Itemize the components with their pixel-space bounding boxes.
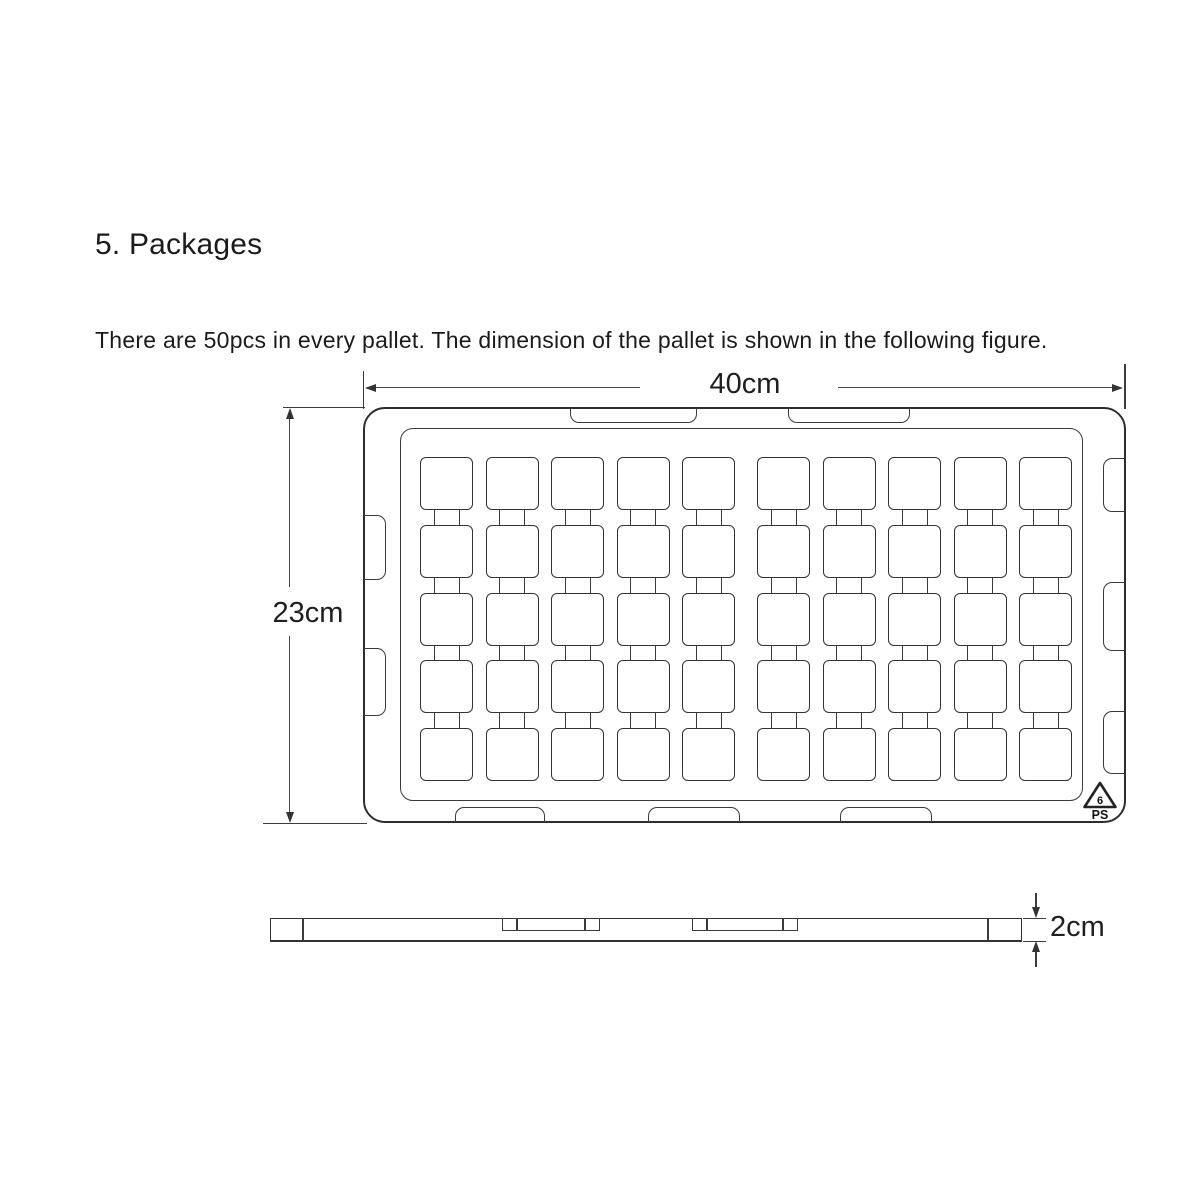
pocket-connector (967, 712, 993, 729)
pocket-connector (771, 712, 797, 729)
tray-edge-notch-left (364, 515, 386, 580)
section-title: 5. Packages (95, 228, 263, 261)
extension-line-left (363, 371, 365, 409)
pocket-connector (434, 509, 460, 526)
tray-edge-notch-right (1103, 582, 1125, 651)
extension-line-bottom (263, 823, 367, 824)
cell-pocket (420, 728, 473, 781)
tray-edge-notch-bottom (455, 807, 545, 822)
cell-pocket (888, 593, 941, 646)
cell-pocket (954, 457, 1007, 510)
cell-pocket (682, 457, 735, 510)
pocket-connector (696, 577, 722, 594)
cell-pocket (823, 525, 876, 578)
dimension-arrow-right (1112, 384, 1123, 392)
cell-pocket (682, 728, 735, 781)
cell-pocket (888, 457, 941, 510)
cell-pocket (420, 593, 473, 646)
cell-pocket (1019, 525, 1072, 578)
pocket-connector (836, 712, 862, 729)
side-notch-wall (516, 918, 518, 931)
cell-pocket (682, 660, 735, 713)
pocket-connector (696, 712, 722, 729)
side-profile-bar (270, 918, 1022, 942)
cell-pocket (954, 593, 1007, 646)
dimension-arrow-up (1032, 941, 1040, 952)
pocket-connector (434, 645, 460, 662)
cell-pocket (888, 660, 941, 713)
pocket-connector (565, 712, 591, 729)
cell-pocket (682, 525, 735, 578)
cell-pocket (888, 525, 941, 578)
pocket-connector (967, 645, 993, 662)
cell-pocket (420, 660, 473, 713)
cell-pocket (617, 525, 670, 578)
pocket-connector (902, 645, 928, 662)
pocket-connector (499, 577, 525, 594)
tray-edge-notch-left (364, 648, 386, 716)
pocket-connector (902, 577, 928, 594)
side-profile-divider (302, 919, 304, 941)
width-dimension-line (838, 387, 1120, 388)
cell-pocket (551, 457, 604, 510)
description-text: There are 50pcs in every pallet. The dimension of the pallet is shown in the following figure. (95, 327, 1048, 353)
recycling-ps-icon (1080, 779, 1120, 821)
dimension-arrow-left (365, 384, 376, 392)
pocket-connector (836, 509, 862, 526)
cell-pocket (1019, 728, 1072, 781)
extension-line-top (283, 407, 365, 408)
pocket-connector (499, 509, 525, 526)
dimension-arrow-up (286, 408, 294, 419)
width-dimension-line (367, 387, 640, 388)
cell-pocket (1019, 660, 1072, 713)
cell-pocket (617, 457, 670, 510)
cell-pocket (617, 660, 670, 713)
pocket-connector (696, 645, 722, 662)
cell-pocket (823, 728, 876, 781)
dimension-arrow-down (286, 812, 294, 823)
tray-edge-notch-bottom (840, 807, 932, 822)
cell-pocket (486, 660, 539, 713)
cell-pocket (1019, 457, 1072, 510)
cell-pocket (888, 728, 941, 781)
height-dimension-line (289, 411, 290, 587)
cell-pocket (1019, 593, 1072, 646)
cell-pocket (757, 593, 810, 646)
pocket-connector (434, 712, 460, 729)
tray-edge-notch-top (570, 408, 697, 423)
pocket-connector (630, 577, 656, 594)
cell-pocket (757, 660, 810, 713)
cell-pocket (682, 593, 735, 646)
tray-edge-notch-right (1103, 711, 1125, 774)
extension-line-right (1124, 364, 1126, 409)
pocket-connector (836, 645, 862, 662)
pocket-connector (630, 712, 656, 729)
side-notch-wall (782, 918, 784, 931)
pocket-connector (967, 577, 993, 594)
pocket-connector (902, 712, 928, 729)
cell-pocket (617, 593, 670, 646)
tray-edge-notch-bottom (648, 807, 740, 822)
cell-pocket (420, 457, 473, 510)
pocket-connector (565, 577, 591, 594)
cell-pocket (617, 728, 670, 781)
cell-pocket (823, 593, 876, 646)
pocket-connector (499, 645, 525, 662)
pocket-connector (771, 577, 797, 594)
cell-pocket (486, 457, 539, 510)
cell-pocket (486, 525, 539, 578)
tray-edge-notch-right (1103, 458, 1125, 512)
pocket-connector (1033, 577, 1059, 594)
cell-pocket (954, 525, 1007, 578)
pocket-connector (1033, 509, 1059, 526)
pocket-connector (565, 645, 591, 662)
pocket-connector (771, 645, 797, 662)
side-notch-wall (706, 918, 708, 931)
pocket-connector (434, 577, 460, 594)
pocket-connector (1033, 645, 1059, 662)
recycling-material: PS (1091, 808, 1109, 821)
cell-pocket (954, 660, 1007, 713)
pocket-connector (499, 712, 525, 729)
cell-pocket (551, 593, 604, 646)
side-notch-wall (584, 918, 586, 931)
tray-edge-notch-top (788, 408, 910, 423)
pocket-connector (836, 577, 862, 594)
dimension-arrow-down (1032, 907, 1040, 918)
cell-pocket (551, 728, 604, 781)
pocket-connector (1033, 712, 1059, 729)
thickness-dimension-label: 2cm (1046, 911, 1124, 944)
cell-pocket (757, 525, 810, 578)
height-dimension-line (289, 636, 290, 814)
pocket-connector (565, 509, 591, 526)
cell-pocket (486, 593, 539, 646)
pocket-connector (902, 509, 928, 526)
cell-pocket (757, 728, 810, 781)
cell-pocket (823, 457, 876, 510)
cell-pocket (823, 660, 876, 713)
side-profile-divider (987, 919, 989, 941)
thickness-dimension-line (1035, 951, 1037, 967)
height-dimension-label: 23cm (256, 597, 360, 630)
cell-pocket (954, 728, 1007, 781)
pocket-connector (696, 509, 722, 526)
pocket-connector (967, 509, 993, 526)
width-dimension-label: 40cm (691, 368, 799, 401)
cell-pocket (420, 525, 473, 578)
recycling-code: 6 (1096, 795, 1104, 807)
cell-pocket (486, 728, 539, 781)
pocket-connector (630, 509, 656, 526)
cell-pocket (551, 525, 604, 578)
pocket-connector (771, 509, 797, 526)
cell-pocket (551, 660, 604, 713)
cell-pocket (757, 457, 810, 510)
pocket-connector (630, 645, 656, 662)
